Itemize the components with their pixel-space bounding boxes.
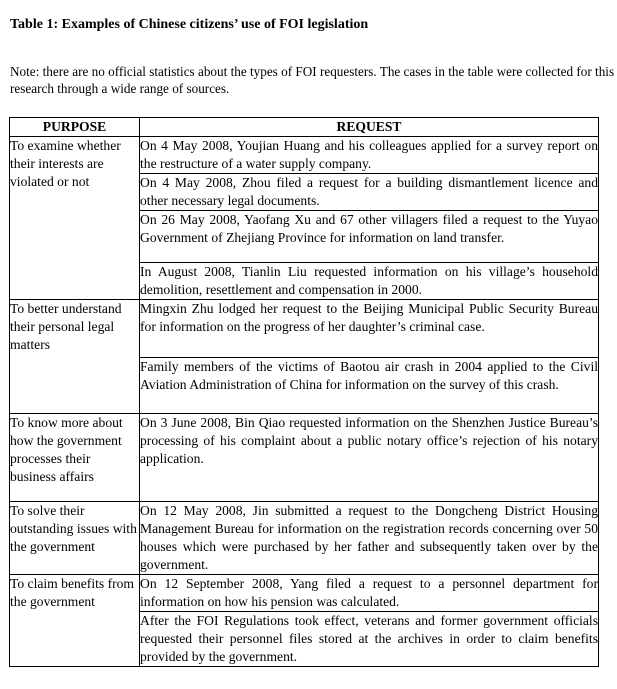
request-cell: In August 2008, Tianlin Liu requested information on his village’s household demolition, resettlement and compensation in 2000. [140,263,599,300]
request-cell: On 3 June 2008, Bin Qiao requested information on the Shenzhen Justice Bureau’s processing of his complaint about a public notary office’s rejection of his notary application. [140,414,599,502]
header-request: REQUEST [140,118,599,137]
table-note: Note: there are no official statistics about the types of FOI requesters. The cases in the table were collected for this research through a wide range of sources. [10,64,615,96]
purpose-cell: To better understand their personal legal matters [10,300,140,414]
request-cell: On 26 May 2008, Yaofang Xu and 67 other villagers filed a request to the Yuyao Government of Zhejiang Province for information on land transfer. [140,211,599,263]
request-cell: On 4 May 2008, Youjian Huang and his colleagues applied for a survey report on the restructure of a water supply company. [140,137,599,174]
table-title: Table 1: Examples of Chinese citizens’ use of FOI legislation [10,17,369,32]
purpose-cell: To examine whether their interests are violated or not [10,137,140,300]
request-cell: Mingxin Zhu lodged her request to the Beijing Municipal Public Security Bureau for information on the progress of her daughter’s criminal case. [140,300,599,358]
table-row [10,300,599,358]
header-purpose: PURPOSE [10,118,140,137]
table-row [10,137,599,174]
purpose-cell: To know more about how the government processes their business affairs [10,414,140,502]
table-header-row [10,118,599,137]
purpose-cell: To claim benefits from the government [10,575,140,667]
table-row [10,414,599,502]
table-row [10,502,599,575]
foi-table [9,117,599,667]
request-cell: On 12 September 2008, Yang filed a request to a personnel department for information on how his pension was calculated. [140,575,599,612]
request-cell: On 4 May 2008, Zhou filed a request for a building dismantlement licence and other necessary legal documents. [140,174,599,211]
purpose-cell: To solve their outstanding issues with the government [10,502,140,575]
table-row [10,575,599,612]
request-cell: On 12 May 2008, Jin submitted a request to the Dongcheng District Housing Management Bureau for information on the registration records concerning over 50 houses which were purchased by her father and subsequently taken over by the government. [140,502,599,575]
request-cell: Family members of the victims of Baotou air crash in 2004 applied to the Civil Aviation Administration of China for information on the survey of this crash. [140,358,599,414]
request-cell: After the FOI Regulations took effect, veterans and former government officials requested their personnel files stored at the archives in order to claim benefits provided by the government. [140,612,599,667]
